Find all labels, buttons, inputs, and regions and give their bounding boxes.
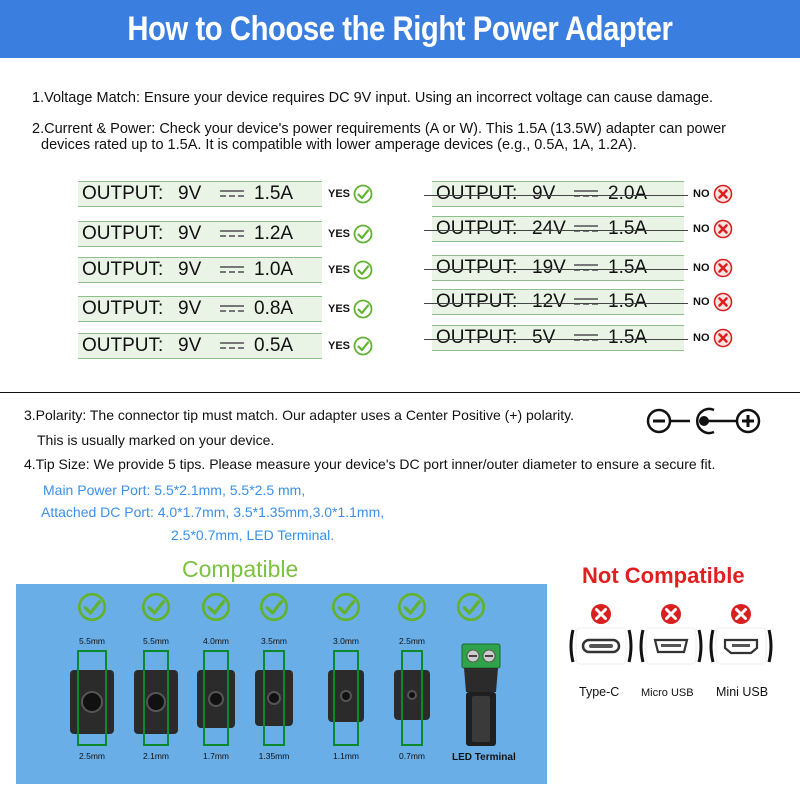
attached-port-text-2: 2.5*0.7mm, LED Terminal. bbox=[171, 527, 335, 543]
led-terminal-label: LED Terminal bbox=[452, 752, 516, 763]
output-row-bad bbox=[432, 255, 684, 281]
output-label: OUTPUT: bbox=[436, 257, 518, 278]
output-label: OUTPUT: bbox=[82, 223, 164, 244]
output-voltage: 12V bbox=[532, 291, 566, 312]
dc-symbol-icon bbox=[574, 334, 598, 343]
output-amperage: 0.5A bbox=[254, 335, 294, 356]
check-icon bbox=[353, 336, 373, 356]
size-frame bbox=[203, 650, 229, 746]
output-voltage: 9V bbox=[178, 223, 202, 244]
verdict-no bbox=[693, 328, 733, 348]
check-icon bbox=[201, 592, 231, 622]
check-icon bbox=[259, 592, 289, 622]
type-c-port-icon bbox=[567, 600, 637, 680]
led-terminal-icon bbox=[456, 642, 506, 748]
output-row-ok bbox=[78, 257, 322, 283]
check-icon bbox=[456, 592, 486, 622]
tip-outer-size: 2.5mm bbox=[399, 636, 425, 646]
verdict-label: NO bbox=[693, 223, 710, 235]
verdict-label: NO bbox=[693, 188, 710, 200]
check-icon bbox=[353, 260, 373, 280]
compatible-panel bbox=[16, 584, 547, 784]
verdict-label: NO bbox=[693, 332, 710, 344]
strike-line bbox=[424, 230, 688, 231]
size-frame bbox=[333, 650, 359, 746]
output-amperage: 2.0A bbox=[608, 183, 648, 204]
strike-line bbox=[424, 303, 688, 304]
cross-icon bbox=[713, 292, 733, 312]
verdict-yes bbox=[328, 299, 373, 319]
verdict-label: YES bbox=[328, 340, 351, 352]
port-label: Micro USB bbox=[641, 687, 694, 699]
dc-symbol-icon bbox=[574, 190, 598, 199]
output-label: OUTPUT: bbox=[82, 298, 164, 319]
verdict-no bbox=[693, 184, 733, 204]
output-row-bad bbox=[432, 216, 684, 242]
dc-symbol-icon bbox=[220, 266, 244, 275]
tip-inner-size: 2.1mm bbox=[143, 751, 169, 761]
output-amperage: 1.0A bbox=[254, 259, 294, 280]
mini-usb-port-icon bbox=[707, 600, 777, 680]
dc-symbol-icon bbox=[220, 230, 244, 239]
output-amperage: 0.8A bbox=[254, 298, 294, 319]
title-banner bbox=[0, 0, 800, 58]
output-label: OUTPUT: bbox=[82, 335, 164, 356]
output-row-bad bbox=[432, 325, 684, 351]
check-icon bbox=[353, 184, 373, 204]
output-voltage: 9V bbox=[178, 259, 202, 280]
verdict-label: NO bbox=[693, 262, 710, 274]
verdict-label: YES bbox=[328, 228, 351, 240]
check-icon bbox=[353, 299, 373, 319]
output-label: OUTPUT: bbox=[436, 291, 518, 312]
page-title: How to Choose the Right Power Adapter bbox=[127, 9, 673, 48]
tip-outer-size: 3.5mm bbox=[261, 636, 287, 646]
output-amperage: 1.5A bbox=[608, 218, 648, 239]
size-frame bbox=[143, 650, 169, 746]
micro-usb-port-icon bbox=[637, 600, 707, 680]
strike-line bbox=[424, 339, 688, 340]
current-power-text bbox=[32, 121, 800, 153]
output-amperage: 1.5A bbox=[608, 291, 648, 312]
verdict-yes bbox=[328, 260, 373, 280]
dc-symbol-icon bbox=[220, 305, 244, 314]
tip-outer-size: 4.0mm bbox=[203, 636, 229, 646]
output-row-ok bbox=[78, 221, 322, 247]
current-power-line1: 2.Current & Power: Check your device's power requirements (A or W). This 1.5A (13.5W) adapter can power bbox=[32, 121, 726, 137]
verdict-yes bbox=[328, 184, 373, 204]
dc-tip bbox=[382, 584, 442, 784]
compatible-title: Compatible bbox=[182, 556, 299, 582]
tip-inner-size: 1.1mm bbox=[333, 751, 359, 761]
dc-symbol-icon bbox=[574, 264, 598, 273]
output-voltage: 24V bbox=[532, 218, 566, 239]
cross-icon bbox=[713, 258, 733, 278]
dc-tip bbox=[186, 584, 246, 784]
polarity-text: 3.Polarity: The connector tip must match. Our adapter uses a Center Positive (+) polarity. bbox=[24, 407, 575, 423]
verdict-no bbox=[693, 219, 733, 239]
dc-symbol-icon bbox=[220, 342, 244, 351]
dc-symbol-icon bbox=[574, 298, 598, 307]
tip-inner-size: 1.35mm bbox=[258, 751, 290, 761]
center-positive-polarity-icon bbox=[646, 404, 762, 438]
output-amperage: 1.5A bbox=[254, 183, 294, 204]
main-port-text: Main Power Port: 5.5*2.1mm, 5.5*2.5 mm, bbox=[43, 482, 306, 498]
output-row-ok bbox=[78, 296, 322, 322]
dc-tip bbox=[316, 584, 376, 784]
tip-inner-size: 1.7mm bbox=[203, 751, 229, 761]
cross-icon bbox=[713, 219, 733, 239]
output-row-ok bbox=[78, 181, 322, 207]
tip-outer-size: 5.5mm bbox=[143, 636, 169, 646]
output-voltage: 9V bbox=[532, 183, 556, 204]
output-voltage: 9V bbox=[178, 183, 202, 204]
voltage-match-text: 1.Voltage Match: Ensure your device requires DC 9V input. Using an incorrect voltage can cause damage. bbox=[32, 90, 714, 106]
dc-symbol-icon bbox=[220, 190, 244, 199]
output-voltage: 19V bbox=[532, 257, 566, 278]
verdict-label: YES bbox=[328, 188, 351, 200]
output-label: OUTPUT: bbox=[82, 183, 164, 204]
check-icon bbox=[331, 592, 361, 622]
tip-inner-size: 0.7mm bbox=[399, 751, 425, 761]
check-icon bbox=[141, 592, 171, 622]
output-amperage: 1.2A bbox=[254, 223, 294, 244]
tip-outer-size: 3.0mm bbox=[333, 636, 359, 646]
output-label: OUTPUT: bbox=[436, 183, 518, 204]
current-power-line2: devices rated up to 1.5A. It is compatible with lower amperage devices (e.g., 0.5A, 1A, 1.2A). bbox=[41, 137, 637, 153]
output-row-bad bbox=[432, 289, 684, 315]
size-frame bbox=[263, 650, 285, 746]
section-divider bbox=[0, 392, 800, 393]
output-row-ok bbox=[78, 333, 322, 359]
output-label: OUTPUT: bbox=[436, 327, 518, 348]
cross-icon bbox=[713, 328, 733, 348]
size-frame bbox=[77, 650, 107, 746]
strike-line bbox=[424, 269, 688, 270]
verdict-label: NO bbox=[693, 296, 710, 308]
output-voltage: 9V bbox=[178, 298, 202, 319]
not-compatible-title: Not Compatible bbox=[582, 563, 745, 588]
polarity-note: This is usually marked on your device. bbox=[37, 432, 275, 448]
output-amperage: 1.5A bbox=[608, 257, 648, 278]
tip-inner-size: 2.5mm bbox=[79, 751, 105, 761]
verdict-no bbox=[693, 292, 733, 312]
port-label: Type-C bbox=[579, 685, 620, 699]
dc-tip bbox=[62, 584, 122, 784]
verdict-label: YES bbox=[328, 264, 351, 276]
output-voltage: 9V bbox=[178, 335, 202, 356]
output-row-bad bbox=[432, 181, 684, 207]
verdict-no bbox=[693, 258, 733, 278]
check-icon bbox=[353, 224, 373, 244]
check-icon bbox=[77, 592, 107, 622]
tip-size-text: 4.Tip Size: We provide 5 tips. Please measure your device's DC port inner/outer diameter to ensure a secure fit. bbox=[24, 456, 716, 472]
check-icon bbox=[397, 592, 427, 622]
dc-tip bbox=[244, 584, 304, 784]
output-label: OUTPUT: bbox=[82, 259, 164, 280]
dc-symbol-icon bbox=[574, 225, 598, 234]
tip-outer-size: 5.5mm bbox=[79, 636, 105, 646]
output-amperage: 1.5A bbox=[608, 327, 648, 348]
strike-line bbox=[424, 195, 688, 196]
size-frame bbox=[401, 650, 423, 746]
cross-icon bbox=[713, 184, 733, 204]
verdict-yes bbox=[328, 224, 373, 244]
output-label: OUTPUT: bbox=[436, 218, 518, 239]
port-label: Mini USB bbox=[716, 685, 769, 699]
output-voltage: 5V bbox=[532, 327, 556, 348]
dc-tip bbox=[126, 584, 186, 784]
verdict-yes bbox=[328, 336, 373, 356]
attached-port-text: Attached DC Port: 4.0*1.7mm, 3.5*1.35mm,3.0*1.1mm, bbox=[41, 504, 385, 520]
verdict-label: YES bbox=[328, 303, 351, 315]
